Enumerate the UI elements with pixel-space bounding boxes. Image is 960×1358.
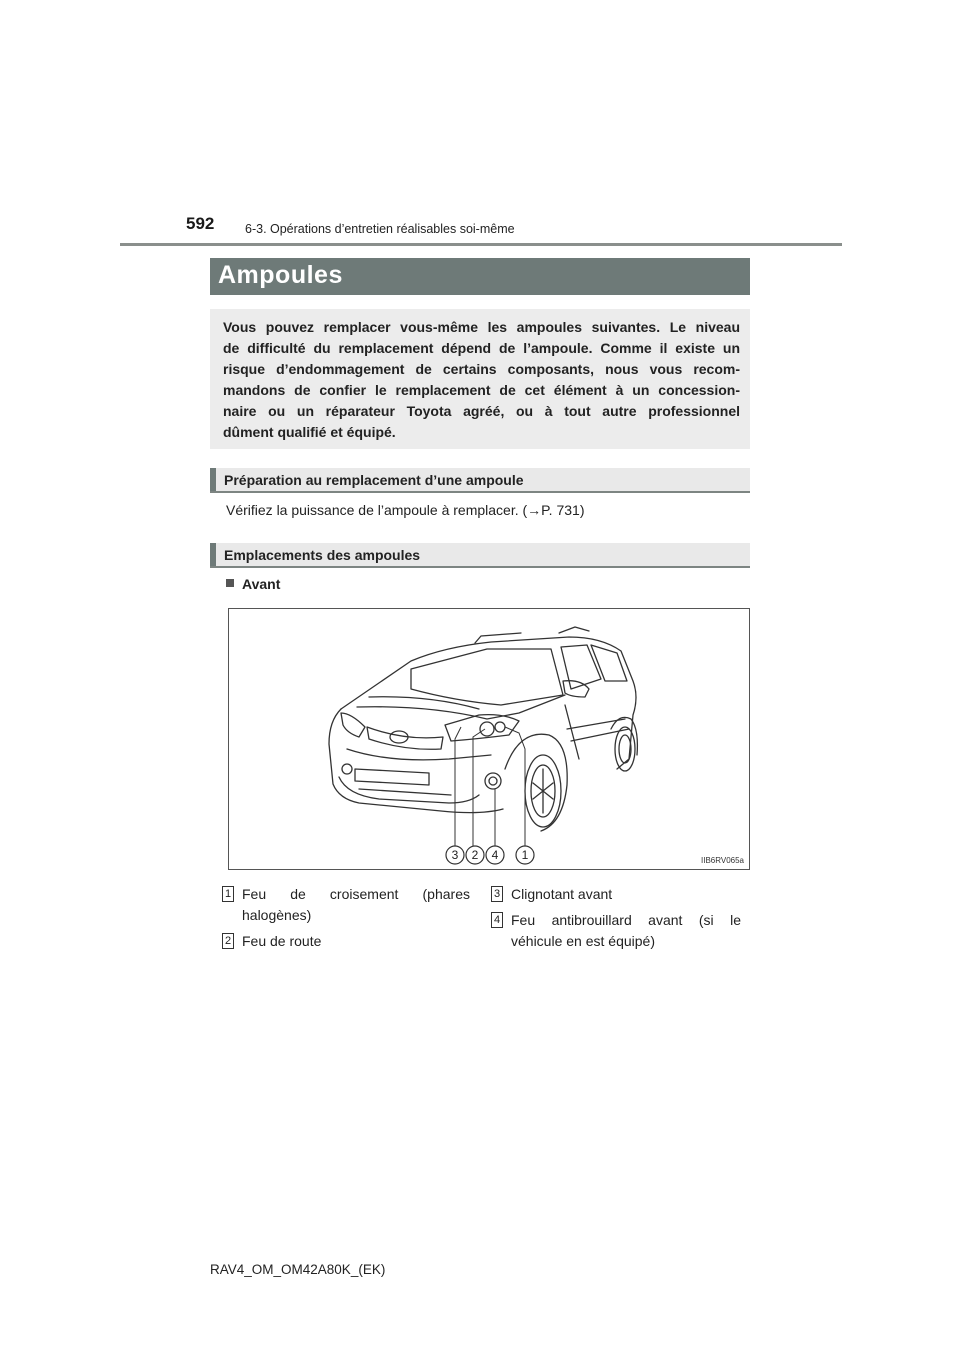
callout-label: 4 [491, 848, 499, 862]
legend-number: 2 [222, 933, 234, 949]
intro-text [223, 317, 740, 443]
callout-label: 2 [471, 848, 479, 862]
figure-car-front [228, 608, 750, 870]
figure-code: IIB6RV065a [701, 856, 744, 865]
legend-text: véhicule en est équipé) [511, 933, 655, 949]
preparation-text: Vérifiez la puissance de l’ampoule à remplacer. (→P. 731) [226, 502, 585, 518]
section-heading-label: Préparation au remplacement d’une ampoule [224, 472, 524, 488]
legend-item-1 [242, 884, 470, 926]
legend-item-3 [511, 884, 741, 905]
heading-marker [210, 543, 216, 566]
intro-line: Vous pouvez remplacer vous-même les ampoules suivantes. Le niveau [223, 319, 740, 335]
intro-line: mandons de confier le remplacement de cet élément à un concession- [223, 382, 740, 398]
intro-line: naire ou un réparateur Toyota agréé, ou à tout autre professionnel [223, 403, 740, 419]
legend-text: Feu de route [242, 933, 322, 949]
legend-text: Clignotant avant [511, 886, 613, 902]
subheading-front: Avant [242, 576, 281, 592]
legend-number: 4 [491, 912, 503, 928]
legend-text: Feu antibrouillard avant (si le [511, 912, 741, 928]
heading-marker [210, 468, 216, 491]
callout-label: 1 [521, 848, 529, 862]
section-heading-preparation [210, 468, 750, 493]
callout-label: 3 [451, 848, 459, 862]
intro-line: risque d’endommagement de certains composants, nous vous recom- [223, 361, 740, 377]
legend-item-4 [511, 910, 741, 952]
document-footer: RAV4_OM_OM42A80K_(EK) [210, 1262, 386, 1277]
legend-text: halogènes) [242, 907, 312, 923]
page-number: 592 [186, 214, 215, 233]
section-breadcrumb: 6-3. Opérations d’entretien réalisables soi-même [245, 222, 515, 236]
section-heading-label: Emplacements des ampoules [224, 547, 421, 563]
car-illustration [229, 609, 749, 869]
legend-text: Feu de croisement (phares [242, 886, 470, 902]
intro-line: dûment qualifié et équipé. [223, 424, 396, 440]
legend-number: 1 [222, 886, 234, 902]
intro-line: de difficulté du remplacement dépend de l’ampoule. Comme il existe un [223, 340, 740, 356]
page-title: Ampoules [218, 261, 343, 289]
page-title-bar [210, 258, 750, 295]
bullet-square-icon [226, 579, 234, 587]
intro-box [210, 309, 750, 449]
legend-item-2 [242, 931, 470, 952]
legend-number: 3 [491, 886, 503, 902]
header-divider [120, 243, 842, 246]
section-heading-locations [210, 543, 750, 568]
